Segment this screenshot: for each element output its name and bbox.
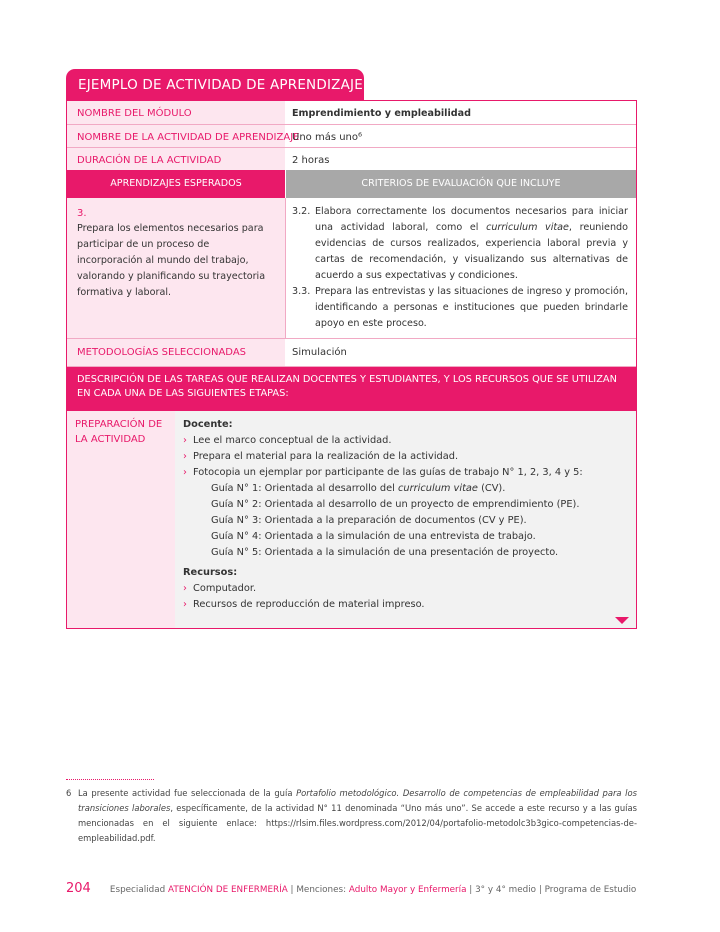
footer-especialidad-prefix: Especialidad xyxy=(109,885,168,895)
footnote-text-c: , específicamente, de la actividad N° 11 denominada “Uno más uno”. Se accede a este recurso y a las guías mencionadas en el siguiente enlace: https://rlsim.files.wordpress.com/2012/04/portafolio-metodolc3b3gico-competencias-de-empleabilidad.pdf. xyxy=(78,803,637,843)
preparacion-body xyxy=(175,411,636,628)
footer-curso: 3° y 4° medio xyxy=(475,885,537,895)
list-item xyxy=(183,465,630,481)
metodologias-row xyxy=(67,339,636,366)
guia-item xyxy=(183,481,630,497)
aprendizaje-text: Prepara los elementos necesarios para participar de un proceso de incorporación al mundo del trabajo, valorando y planificando su trayectoria formativa y laboral. xyxy=(77,223,266,298)
metodologias-label: METODOLOGÍAS SELECCIONADAS xyxy=(67,339,285,366)
criterio-text xyxy=(315,204,628,284)
list-item xyxy=(183,581,630,597)
guia-item: Guía N° 4: Orientada a la simulación de una entrevista de trabajo. xyxy=(211,531,536,542)
aprendizaje-esperado xyxy=(67,198,285,338)
footnote-text xyxy=(78,786,637,846)
activity-title: EJEMPLO DE ACTIVIDAD DE APRENDIZAJE xyxy=(66,69,364,101)
footnote-number: 6 xyxy=(66,788,72,798)
aprendizaje-criterios-row xyxy=(67,198,636,338)
criterio-text: Prepara las entrevistas y las situaciones de ingreso y promoción, identificando a personas e instituciones que pueden brindarle apoyo en este proceso. xyxy=(315,286,628,329)
footer-menciones-prefix: Menciones: xyxy=(296,885,349,895)
chevron-right-icon: › xyxy=(183,451,187,462)
footnote-text-a: La presente actividad fue seleccionada de la guía xyxy=(78,788,297,798)
footer-text xyxy=(110,885,636,895)
list-item-text: Lee el marco conceptual de la actividad. xyxy=(193,435,392,446)
actividad-row xyxy=(67,125,636,147)
criterio-item xyxy=(292,204,628,284)
list-item-text: Computador. xyxy=(193,583,257,594)
chevron-right-icon: › xyxy=(183,599,187,610)
guia-item: Guía N° 2: Orientada al desarrollo de un proyecto de emprendimiento (PE). xyxy=(211,499,580,510)
criterio-number: 3.2. xyxy=(292,206,311,217)
guia-text-a: Guía N° 1: Orientada al desarrollo del xyxy=(211,483,398,494)
criterio-item xyxy=(292,284,628,332)
list-item-text: Prepara el material para la realización de la actividad. xyxy=(193,451,459,462)
actividad-label: NOMBRE DE LA ACTIVIDAD DE APRENDIZAJE xyxy=(67,125,285,147)
footer-separator: | xyxy=(287,885,297,895)
activity-table xyxy=(66,100,637,629)
chevron-right-icon: › xyxy=(183,583,187,594)
list-item xyxy=(183,597,630,613)
list-item xyxy=(183,449,630,465)
guia-text-b: (CV). xyxy=(477,483,506,494)
footer-especialidad: ATENCIÓN DE ENFERMERÍA xyxy=(167,885,288,895)
criterio-text-b: , reuniendo evidencias de cursos realizados, experiencia laboral previa y cartas de recomendación, y visualizando sus alternativas de acuerdo a sus expectativas y condiciones. xyxy=(315,222,628,281)
footer-separator: | xyxy=(536,885,545,895)
footnote xyxy=(66,786,637,846)
criterios-header: CRITERIOS DE EVALUACIÓN QUE INCLUYE xyxy=(286,170,636,198)
docente-heading: Docente: xyxy=(183,419,233,430)
actividad-value: Uno más uno⁶ xyxy=(292,132,363,143)
duracion-row xyxy=(67,148,636,170)
list-item-text: Recursos de reproducción de material impreso. xyxy=(193,599,425,610)
modulo-value: Emprendimiento y empleabilidad xyxy=(292,108,471,119)
criterio-number: 3.3. xyxy=(292,286,311,297)
list-item xyxy=(183,433,630,449)
modulo-row xyxy=(67,101,636,124)
page-footer xyxy=(66,877,646,896)
duracion-label: DURACIÓN DE LA ACTIVIDAD xyxy=(67,148,285,170)
guia-item: Guía N° 5: Orientada a la simulación de una presentación de proyecto. xyxy=(211,547,559,558)
modulo-label: NOMBRE DEL MÓDULO xyxy=(67,101,285,124)
descripcion-header: DESCRIPCIÓN DE LAS TAREAS QUE REALIZAN DOCENTES Y ESTUDIANTES, Y LOS RECURSOS QUE SE UTILIZAN EN CADA UNA DE LAS SIGUIENTES ETAPAS: xyxy=(67,367,636,411)
footnote-divider xyxy=(66,779,154,780)
guia-item: Guía N° 3: Orientada a la preparación de documentos (CV y PE). xyxy=(211,515,527,526)
continue-arrow-icon xyxy=(615,617,629,624)
preparacion-label: PREPARACIÓN DE LA ACTIVIDAD xyxy=(67,411,175,628)
footer-programa: Programa de Estudio xyxy=(544,885,637,895)
criterios-list xyxy=(286,198,636,338)
chevron-right-icon: › xyxy=(183,467,187,478)
metodologias-value: Simulación xyxy=(292,347,347,358)
criterio-text-a: Elabora correctamente los documentos necesarios para iniciar una actividad laboral, como el xyxy=(315,206,628,233)
section-headers xyxy=(67,170,636,198)
recursos-heading: Recursos: xyxy=(183,567,238,578)
list-item-text: Fotocopia un ejemplar por participante de las guías de trabajo N° 1, 2, 3, 4 y 5: xyxy=(193,467,583,478)
aprendizaje-number: 3. xyxy=(77,208,87,219)
guia-text-em: curriculum vitae xyxy=(398,483,478,494)
footer-separator: | xyxy=(466,885,476,895)
duracion-value: 2 horas xyxy=(292,155,330,166)
footnote-text-em: Portafolio metodológico. Desarrollo de competencias de empleabilidad para los transiciones laborales xyxy=(78,788,637,813)
page-number: 204 xyxy=(66,881,91,896)
criterio-text-em: curriculum vitae xyxy=(486,222,569,233)
chevron-right-icon: › xyxy=(183,435,187,446)
footer-menciones: Adulto Mayor y Enfermería xyxy=(348,885,467,895)
aprendizajes-header: APRENDIZAJES ESPERADOS xyxy=(67,170,285,198)
